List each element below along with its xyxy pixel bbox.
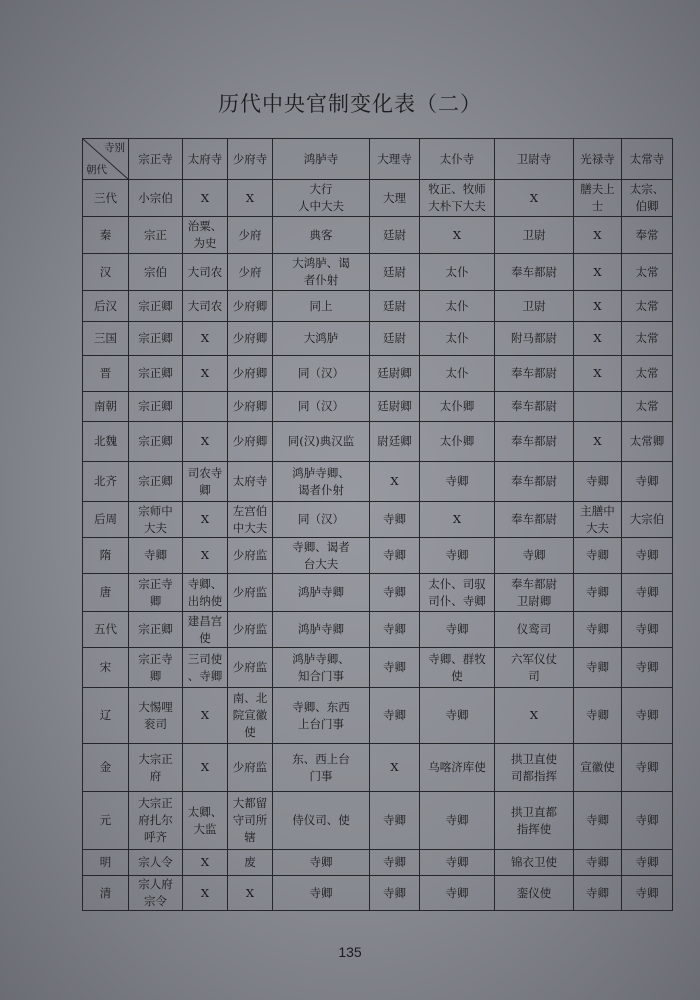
table-cell xyxy=(574,392,622,422)
corner-header xyxy=(83,139,129,180)
column-header: 光禄寺 xyxy=(574,139,622,180)
table-cell: 侍仪司、使 xyxy=(273,792,370,850)
table-cell: 宗人令 xyxy=(129,850,183,876)
table-cell: 鸿胪寺卿 xyxy=(273,612,370,648)
table-cell: 寺卿 xyxy=(420,462,495,502)
dynasty-cell: 北齐 xyxy=(83,462,129,502)
table-cell: 寺卿 xyxy=(574,850,622,876)
column-header: 宗正寺 xyxy=(129,139,183,180)
table-cell: 少府监 xyxy=(228,574,273,612)
table-cell: 太仆、司驭 司仆、寺卿 xyxy=(420,574,495,612)
table-cell: 寺卿 xyxy=(370,876,420,911)
table-cell: 寺卿 xyxy=(622,744,673,792)
table-cell: 宗正 xyxy=(129,217,183,254)
table-cell: 小宗伯 xyxy=(129,180,183,217)
column-header: 卫尉寺 xyxy=(495,139,574,180)
table-cell: 附马都尉 xyxy=(495,322,574,356)
dynasty-cell: 三代 xyxy=(83,180,129,217)
table-cell: 寺卿 xyxy=(370,612,420,648)
table-body xyxy=(83,180,673,911)
table-cell: 大行 人中大夫 xyxy=(273,180,370,217)
table-cell: 拱卫直使 司都指挥 xyxy=(495,744,574,792)
table-cell: 鸿胪寺卿 xyxy=(273,574,370,612)
dynasty-cell: 三国 xyxy=(83,322,129,356)
table-cell: 太常 xyxy=(622,322,673,356)
table-cell: 宗人府 宗令 xyxy=(129,876,183,911)
dynasty-cell: 北魏 xyxy=(83,422,129,462)
dynasty-cell: 元 xyxy=(83,792,129,850)
dynasty-cell: 后汉 xyxy=(83,291,129,322)
table-cell: 大惕哩 衮司 xyxy=(129,688,183,744)
table-cell: 仪鸾司 xyxy=(495,612,574,648)
table-cell: 寺卿 xyxy=(370,648,420,688)
table-cell: 少府监 xyxy=(228,648,273,688)
table-cell: 寺卿 xyxy=(574,574,622,612)
table-cell: 太常 xyxy=(622,356,673,392)
table-cell: 寺卿 xyxy=(622,876,673,911)
table-cell: 寺卿 xyxy=(370,688,420,744)
corner-label-dynasty: 朝代 xyxy=(86,164,107,176)
table-row xyxy=(83,462,673,502)
table-cell: 太仆卿 xyxy=(420,422,495,462)
table-cell: 寺卿 xyxy=(370,538,420,574)
table-cell: 太卿、 大监 xyxy=(183,792,228,850)
table-cell: 少府卿 xyxy=(228,322,273,356)
table-cell: 废 xyxy=(228,850,273,876)
table-cell: 大宗伯 xyxy=(622,502,673,538)
table-cell: 寺卿 xyxy=(420,792,495,850)
table-cell: 寺卿 xyxy=(622,462,673,502)
table-cell: 典客 xyxy=(273,217,370,254)
table-cell: 寺卿 xyxy=(622,850,673,876)
table-cell: 少府卿 xyxy=(228,291,273,322)
table-cell: 太宗、 伯卿 xyxy=(622,180,673,217)
table-cell: 大理 xyxy=(370,180,420,217)
table-cell: 奉常 xyxy=(622,217,673,254)
table-cell: 少府卿 xyxy=(228,356,273,392)
dynasty-cell: 汉 xyxy=(83,254,129,291)
table-cell: X xyxy=(574,254,622,291)
table-cell: 建昌宫 使 xyxy=(183,612,228,648)
table-row xyxy=(83,254,673,291)
table-cell: 大宗正 府扎尔 呼齐 xyxy=(129,792,183,850)
corner-label-temple: 寺别 xyxy=(104,142,125,154)
table-row xyxy=(83,648,673,688)
dynasty-cell: 隋 xyxy=(83,538,129,574)
table-cell: 奉车都尉 xyxy=(495,392,574,422)
table-cell: 寺卿 xyxy=(574,688,622,744)
table-cell: 寺卿、谒者 台大夫 xyxy=(273,538,370,574)
column-header: 少府寺 xyxy=(228,139,273,180)
table-row xyxy=(83,876,673,911)
table-cell: 奉车都尉 卫尉卿 xyxy=(495,574,574,612)
table-cell: 太常 xyxy=(622,291,673,322)
dynasty-cell: 晋 xyxy=(83,356,129,392)
table-cell: 寺卿 xyxy=(622,612,673,648)
table-cell: 廷尉 xyxy=(370,322,420,356)
table-cell: 奉车都尉 xyxy=(495,356,574,392)
table-cell: 牧正、牧师 大朴下大夫 xyxy=(420,180,495,217)
table-cell: X xyxy=(495,688,574,744)
table-cell: 寺卿 xyxy=(622,574,673,612)
table-cell: 奉车都尉 xyxy=(495,254,574,291)
table-cell: 同(汉)典汉监 xyxy=(273,422,370,462)
table-row xyxy=(83,217,673,254)
column-header: 太常寺 xyxy=(622,139,673,180)
table-cell: 拱卫直都 指挥使 xyxy=(495,792,574,850)
table-cell: 寺卿 xyxy=(370,574,420,612)
table-cell: X xyxy=(183,502,228,538)
table-row xyxy=(83,850,673,876)
page-number: 135 xyxy=(338,944,362,960)
table-cell: 寺卿 xyxy=(574,876,622,911)
table-cell: X xyxy=(370,462,420,502)
table-cell: 寺卿 xyxy=(273,850,370,876)
table-cell: X xyxy=(574,422,622,462)
table-cell: 寺卿 xyxy=(622,538,673,574)
table-row xyxy=(83,792,673,850)
table-cell: 东、西上台 门事 xyxy=(273,744,370,792)
table-cell: 寺卿、 出纳使 xyxy=(183,574,228,612)
table-cell: X xyxy=(574,217,622,254)
table-row xyxy=(83,688,673,744)
table-cell: X xyxy=(228,876,273,911)
table-cell: 主膳中 大夫 xyxy=(574,502,622,538)
table-cell: 同上 xyxy=(273,291,370,322)
column-header: 太府寺 xyxy=(183,139,228,180)
table-cell: 少府监 xyxy=(228,538,273,574)
table-cell: 宣徽使 xyxy=(574,744,622,792)
table-cell: 同（汉） xyxy=(273,356,370,392)
table-cell: 鸿胪寺卿、 知合门事 xyxy=(273,648,370,688)
table-cell: 寺卿 xyxy=(420,688,495,744)
table-cell: 太常 xyxy=(622,392,673,422)
table-cell: 廷尉 xyxy=(370,254,420,291)
officials-table xyxy=(82,138,673,911)
table-cell: 大宗正 府 xyxy=(129,744,183,792)
table-cell: 寺卿 xyxy=(370,850,420,876)
table-cell: 三司使 、寺卿 xyxy=(183,648,228,688)
dynasty-cell: 唐 xyxy=(83,574,129,612)
table-row xyxy=(83,422,673,462)
table-cell: 司农寺 卿 xyxy=(183,462,228,502)
table-cell: 少府监 xyxy=(228,744,273,792)
table-row xyxy=(83,180,673,217)
table-cell: 太常卿 xyxy=(622,422,673,462)
table-cell: X xyxy=(574,356,622,392)
table-cell: 大鸿胪、谒 者仆射 xyxy=(273,254,370,291)
dynasty-cell: 辽 xyxy=(83,688,129,744)
table-cell: 宗正寺 卿 xyxy=(129,648,183,688)
table-cell: 鸿胪寺卿、 谒者仆射 xyxy=(273,462,370,502)
table-cell: X xyxy=(183,356,228,392)
header-row xyxy=(83,139,673,180)
table-cell: 少府卿 xyxy=(228,422,273,462)
table-cell: 太常 xyxy=(622,254,673,291)
dynasty-cell: 南朝 xyxy=(83,392,129,422)
table-cell: X xyxy=(183,850,228,876)
dynasty-cell: 五代 xyxy=(83,612,129,648)
table-cell: X xyxy=(183,180,228,217)
table-cell: 左宫伯 中大夫 xyxy=(228,502,273,538)
table-cell: 太仆 xyxy=(420,356,495,392)
table-cell: 少府 xyxy=(228,254,273,291)
table-cell: X xyxy=(370,744,420,792)
table-cell: 寺卿 xyxy=(273,876,370,911)
table-cell: 奉车都尉 xyxy=(495,502,574,538)
table-row xyxy=(83,744,673,792)
table-cell: 寺卿 xyxy=(129,538,183,574)
table-cell: 宗正卿 xyxy=(129,322,183,356)
table-cell: 大都留 守司所 辖 xyxy=(228,792,273,850)
table-cell: 宗正卿 xyxy=(129,291,183,322)
dynasty-cell: 后周 xyxy=(83,502,129,538)
table-row xyxy=(83,574,673,612)
table-cell: 寺卿 xyxy=(370,792,420,850)
table-cell: 奉车都尉 xyxy=(495,462,574,502)
table-cell: 卫尉 xyxy=(495,291,574,322)
table-cell: 宗正卿 xyxy=(129,612,183,648)
table-row xyxy=(83,291,673,322)
table-cell: 寺卿 xyxy=(370,502,420,538)
table-cell: 宗正寺 卿 xyxy=(129,574,183,612)
table-cell: 少府监 xyxy=(228,612,273,648)
table-cell: X xyxy=(183,876,228,911)
table-cell: X xyxy=(574,322,622,356)
table-cell: X xyxy=(183,322,228,356)
table-cell: 廷尉 xyxy=(370,291,420,322)
table-cell: 銮仪使 xyxy=(495,876,574,911)
table-cell: 太仆卿 xyxy=(420,392,495,422)
table-row xyxy=(83,392,673,422)
table-cell: 太仆 xyxy=(420,291,495,322)
table-cell: 宗正卿 xyxy=(129,356,183,392)
table-cell: 寺卿 xyxy=(622,688,673,744)
column-header: 大理寺 xyxy=(370,139,420,180)
dynasty-cell: 金 xyxy=(83,744,129,792)
table-cell: 廷尉卿 xyxy=(370,392,420,422)
table-cell: 寺卿 xyxy=(420,876,495,911)
table-cell: X xyxy=(420,217,495,254)
table-cell: 寺卿 xyxy=(574,462,622,502)
table-cell: 寺卿 xyxy=(420,612,495,648)
table-cell: 寺卿 xyxy=(622,648,673,688)
table-cell: 寺卿 xyxy=(574,792,622,850)
table-cell: 宗正卿 xyxy=(129,392,183,422)
table-cell: 尉廷卿 xyxy=(370,422,420,462)
table-cell: 寺卿 xyxy=(420,850,495,876)
table-cell: 锦衣卫使 xyxy=(495,850,574,876)
column-header: 太仆寺 xyxy=(420,139,495,180)
table-cell: 大司农 xyxy=(183,291,228,322)
table-cell: 廷尉 xyxy=(370,217,420,254)
table-cell: 寺卿 xyxy=(574,612,622,648)
column-header: 鸿胪寺 xyxy=(273,139,370,180)
dynasty-cell: 清 xyxy=(83,876,129,911)
table-row xyxy=(83,612,673,648)
table-cell: 宗师中 大夫 xyxy=(129,502,183,538)
table-cell: X xyxy=(228,180,273,217)
table-cell: X xyxy=(495,180,574,217)
table-cell: X xyxy=(183,688,228,744)
table-cell: 膳夫上 士 xyxy=(574,180,622,217)
table-cell: 宗正卿 xyxy=(129,422,183,462)
table-cell: X xyxy=(574,291,622,322)
table-cell: X xyxy=(420,502,495,538)
page-title: 历代中央官制变化表（二） xyxy=(218,92,482,116)
table-cell: 宗伯 xyxy=(129,254,183,291)
table-cell: X xyxy=(183,538,228,574)
table-cell: 太府寺 xyxy=(228,462,273,502)
table-cell: 少府 xyxy=(228,217,273,254)
table-row xyxy=(83,502,673,538)
table-row xyxy=(83,322,673,356)
table-row xyxy=(83,356,673,392)
table-cell: 同（汉） xyxy=(273,392,370,422)
table-cell: 南、北 院宣徽 使 xyxy=(228,688,273,744)
table-cell: 寺卿 xyxy=(420,538,495,574)
dynasty-cell: 明 xyxy=(83,850,129,876)
table-cell: 寺卿 xyxy=(574,538,622,574)
table-cell: 奉车都尉 xyxy=(495,422,574,462)
dynasty-cell: 秦 xyxy=(83,217,129,254)
table-cell: 乌喀济库使 xyxy=(420,744,495,792)
table-cell: 大司农 xyxy=(183,254,228,291)
table-cell: 寺卿 xyxy=(574,648,622,688)
table-cell xyxy=(183,392,228,422)
table-cell: 寺卿 xyxy=(495,538,574,574)
table-cell: 太仆 xyxy=(420,322,495,356)
table-cell: 大鸿胪 xyxy=(273,322,370,356)
table-cell: 少府卿 xyxy=(228,392,273,422)
table-row xyxy=(83,538,673,574)
table-cell: X xyxy=(183,422,228,462)
table-cell: 宗正卿 xyxy=(129,462,183,502)
table-cell: X xyxy=(183,744,228,792)
table-cell: 寺卿、群牧 使 xyxy=(420,648,495,688)
table-cell: 治粟、 为史 xyxy=(183,217,228,254)
table-cell: 寺卿、东西 上台门事 xyxy=(273,688,370,744)
table-cell: 六军仪仗 司 xyxy=(495,648,574,688)
table-cell: 寺卿 xyxy=(622,792,673,850)
table-cell: 同（汉） xyxy=(273,502,370,538)
table-cell: 卫尉 xyxy=(495,217,574,254)
table-cell: 太仆 xyxy=(420,254,495,291)
dynasty-cell: 宋 xyxy=(83,648,129,688)
table-cell: 廷尉卿 xyxy=(370,356,420,392)
